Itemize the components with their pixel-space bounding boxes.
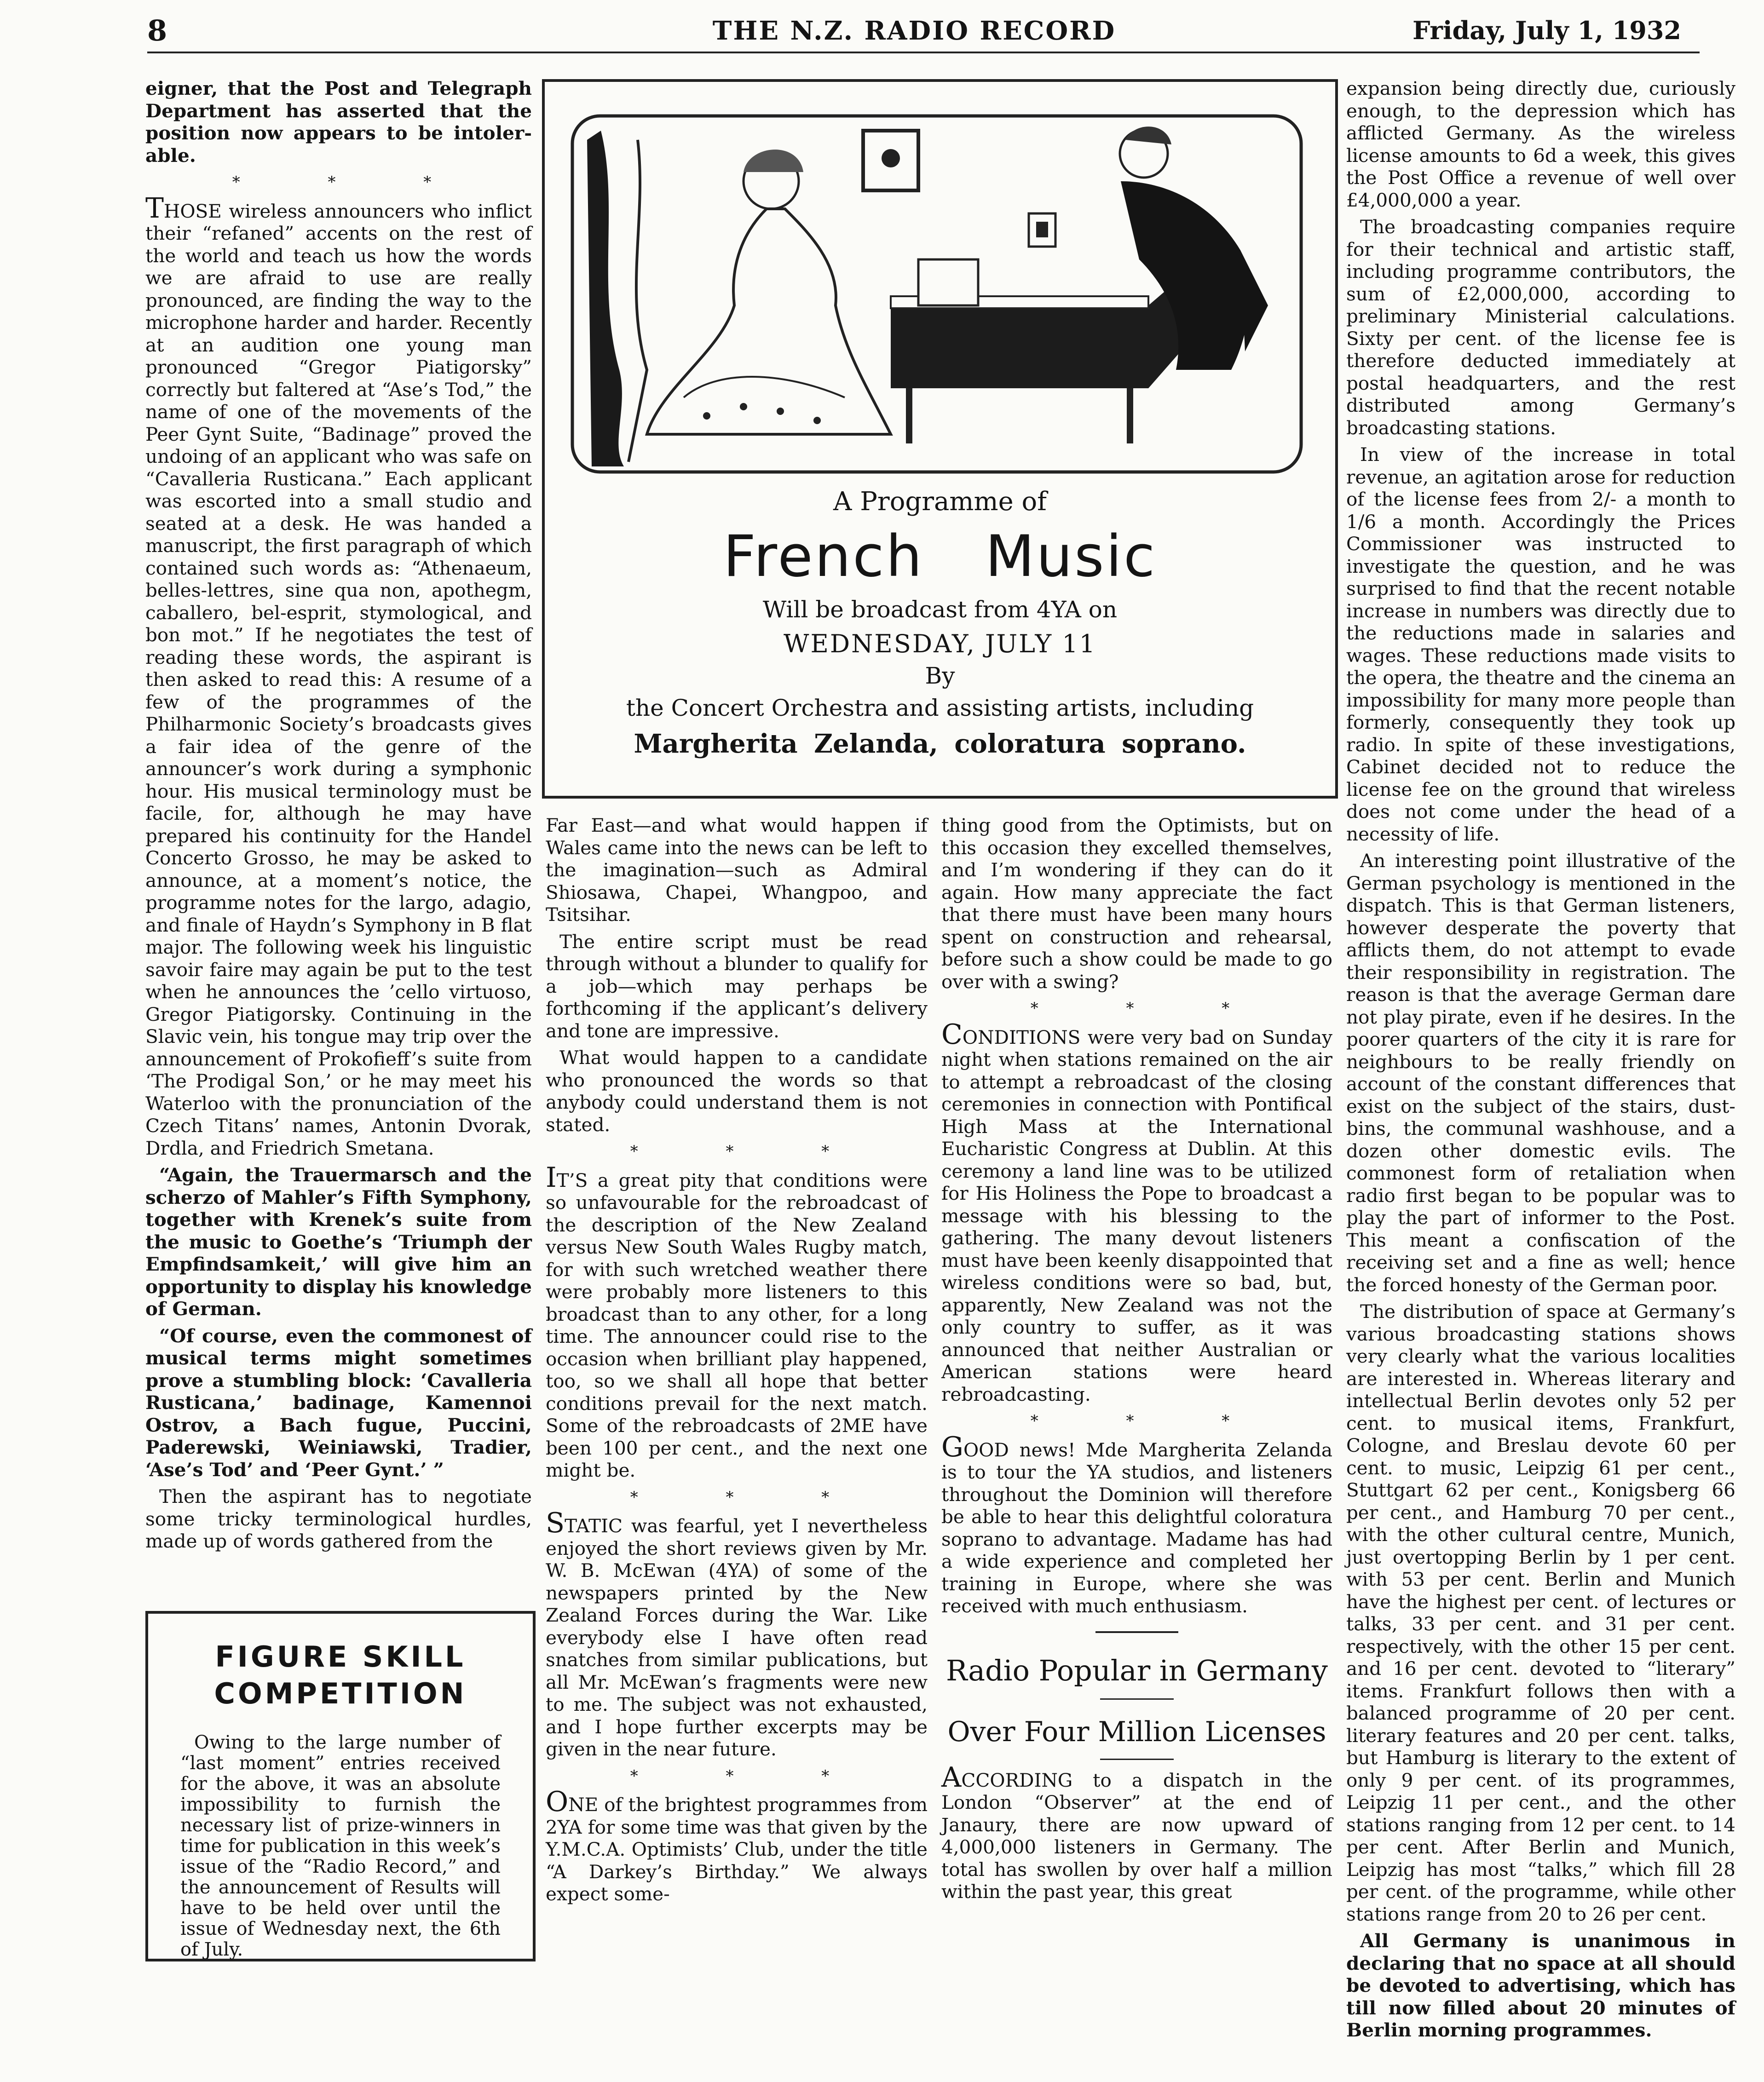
paragraph: Far East—and what would happen if Wales came into the news can be left to the imagination—such as Admiral Shiosawa, Chapei, Whangpoo, and Tsitsihar. bbox=[546, 814, 928, 926]
page-number: 8 bbox=[147, 14, 167, 47]
header-rule bbox=[147, 52, 1700, 53]
promo-date: WEDNESDAY, JULY 11 bbox=[783, 629, 1097, 658]
paragraph: The distribution of space at Germany’s various broadcasting stations shows very clearly what the various localities are interested in. Whereas literary and intellectual Berlin devotes only 52 per cent. to musical items, Frankfurt, Cologne, and Breslau devote 60 per cent. to music, Leipzig 61 per cent., Stuttgart 62 per cent., Konigsberg 66 per cent., and Hamburg 70 per cent., with the other cultural centre, Munich, just overtopping Berlin by 1 per cent. with 53 per cent. Berlin and Munich have the highest per cent. of lectures or talks, 33 per cent. and 31 per cent. respectively, with the other 15 per cent. and 16 per cent. devoted to “literary” items. Frankfurt follows then with a balanced programme of 20 per cent. literary features and 20 per cent. talks, but Hamburg is literary to the extent of only 9 per cent. of its programmes, Leipzig 11 per cent., and the other stations ranging from 12 per cent. to 14 per cent. After Berlin and Munich, Leipzig has most “talks,” which fill 28 per cent. of the programme, while other stations range from 20 to 26 per cent. bbox=[1346, 1300, 1735, 1925]
section-separator: * * * bbox=[1030, 1412, 1271, 1430]
piano-illustration bbox=[569, 112, 1305, 476]
section-separator: * * * bbox=[630, 1488, 871, 1507]
paragraph: CONDITIONS were very bad on Sunday night when stations remained on the air to attempt a rebroadcast of the closing ceremonies in connection with Pontifical High Mass at the International Eucharistic Congress at Dublin. At this ceremony a land line was to be utilized for His Holiness the Pope to broadcast a message with his blessing to the gathering. The many devout listeners must have been keenly disappointed that wireless conditions were so bad, but, apparently, New Zealand was not the only country to suffer, as it was announced that neither Australian or American stations were heard rebroadcasting. bbox=[941, 1018, 1332, 1405]
promo-title: French Music bbox=[723, 523, 1157, 590]
divider bbox=[1100, 1698, 1174, 1700]
section-separator: * * * bbox=[1030, 999, 1271, 1018]
paragraph: thing good from the Optimists, but on this occasion they excelled themselves, and I’m wondering if they can do it again. How many appreciate the fact that there must have been many hours spent on construction and rehearsal, before such a show could be made to go over with a swing? bbox=[941, 814, 1332, 993]
article-headline: Radio Popular in Germany bbox=[946, 1653, 1328, 1687]
column-3 bbox=[941, 814, 1332, 1908]
paragraph: ONE of the brightest programmes from 2YA for some time was that given by the Y.M.C.A. Optimists’ Club, under the title “A Darkey’s Birthday.” We always expect some- bbox=[546, 1786, 928, 1905]
promo-line: By bbox=[925, 662, 955, 689]
column-2 bbox=[546, 814, 928, 1910]
drop-cap: A bbox=[941, 1761, 962, 1794]
drop-cap: S bbox=[546, 1507, 565, 1539]
paragraph: “Of course, even the commonest of musical terms might sometimes prove a stumbling block: ‘Cavalleria Rusticana,’ badinage, Kamennoi Ostrov, a Bach fugue, Puccini, Paderewski, Weiniawski, Tradier, ‘Ase’s Tod’ and ‘Peer Gynt.’ ” bbox=[145, 1324, 532, 1481]
drop-cap: G bbox=[941, 1431, 963, 1463]
divider bbox=[1100, 1759, 1174, 1760]
promo-artist: Margherita Zelanda, coloratura soprano. bbox=[634, 729, 1246, 759]
paragraph: The broadcasting companies require for their technical and artistic staff, including programme contributors, the sum of £2,000,000, according to preliminary Ministerial calculations. Sixty per cent. of the license fee is therefore deducted immediately at postal headquarters, and the rest distributed among Germany’s broadcasting stations. bbox=[1346, 216, 1735, 439]
drop-cap: O bbox=[546, 1786, 569, 1818]
paragraph: expansion being directly due, curiously enough, to the depression which has afflicted Germany. As the wireless license amounts to 6d a week, this gives the Post Office a revenue of well over £4,000,000 a year. bbox=[1346, 77, 1735, 211]
promo-line: Will be broadcast from 4YA on bbox=[762, 596, 1118, 623]
drop-cap: T bbox=[145, 192, 164, 224]
column-1 bbox=[145, 77, 532, 1557]
paragraph: THOSE wireless announcers who inflict their “refaned” accents on the rest of the world and teach us how the words we are afraid to use are really pronounced, are finding the way to the microphone harder and harder. Recently at an audition one young man pronounced “Gregor Piatigorsky” correctly but faltered at “Ase’s Tod,” the name of one of the movements of the Peer Gynt Suite, “Badinage” proved the undoing of an applicant who was safe on “Cavalleria Rusticana.” Each applicant was escorted into a small studio and seated at a desk. He was handed a manuscript, the first paragraph of which contained such words as: “Athenaeum, belles-lettres, sine qua non, apothegm, caballero, bel-esprit, stymological, and bon mot.” If he negotiates the test of reading these words, the aspirant is then asked to read this: A resume of a few of the programmes of the Philharmonic Society’s broadcasts gives a fair idea of the genre of the announcer’s work during a symphonic hour. His musical terminology must be facile, for, although he may have prepared his continuity for the Handel Concerto Grosso, he may be asked to announce, at a moment’s notice, the programme notes for the largo, adagio, and finale of Haydn’s Symphony in B flat major. The following week his linguistic savoir faire may again be put to the test when he announces the ’cello virtuoso, Gregor Piatigorsky. Continuing in the Slavic vein, his tongue may trip over the announcement of Prokofieff’s suite from ‘The Prodigal Son,’ or he may meet his Waterloo with the pronunciation of the Czech Titans’ names, Antonin Dvorak, Drdla, and Friedrich Smetana. bbox=[145, 192, 532, 1159]
paragraph: All Germany is unanimous in declaring that no space at all should be devoted to advertising, which has till now filled about 20 minutes of Berlin morning programmes. bbox=[1346, 1930, 1735, 2041]
notice-body: Owing to the large number of “last moment” entries received for the above, it was an absolute impossibility to furnish the necessary list of prize-winners in time for publication in this week’s issue of the “Radio Record,” and the announcement of Results will have to be held over until the issue of Wednesday next, the 6th of July. bbox=[180, 1732, 501, 1960]
notice-heading: FIGURE SKILL bbox=[215, 1640, 466, 1674]
paragraph: In view of the increase in total revenue, an agitation arose for reduction of the license fees from 2/- a month to 1/6 a month. Accordingly the Prices Commissioner was instructed to investigate the question, and he was surprised to find that the recent notable increase in numbers was directly due to the reductions made in salaries and wages. These reductions made visits to the opera, the theatre and the cinema an impossibility for many more people than formerly, consequently they took up radio. In spite of these investigations, Cabinet decided not to reduce the license fee on the ground that wireless does not come under the head of a necessity of life. bbox=[1346, 443, 1736, 845]
page-header bbox=[147, 14, 1681, 55]
notice-heading: COMPETITION bbox=[214, 1677, 467, 1710]
paragraph: “Again, the Trauermarsch and the scherzo of Mahler’s Fifth Symphony, together with Krenek’s suite from the music to Goethe’s ‘Triumph der Empfindsamkeit,’ will give him an opportunity to display his knowledge of German. bbox=[145, 1164, 532, 1320]
french-music-promo bbox=[542, 79, 1338, 799]
paper-title: THE N.Z. RADIO RECORD bbox=[712, 16, 1116, 46]
continued-text: eigner, that the Post and Telegraph Department has asserted that the position now appears to be intoler-able. bbox=[145, 77, 532, 167]
figure-skill-notice bbox=[145, 1611, 536, 1961]
promo-line: A Programme of bbox=[833, 487, 1047, 517]
paragraph: An interesting point illustrative of the German psychology is mentioned in the dispatch. This is that German listeners, however desperate the poverty that afflicts them, do not attempt to evade their responsibility in registration. The reason is that the average German dare not play pirate, even if he desires. In the poorer quarters of the city it is rare for neighbours to be really friendly on account of the constant differences that exist on the subject of the stairs, dust-bins, the communal washhouse, and a dozen other domestic evils. The commonest form of retaliation when radio first began to be popular was to play the part of informer to the Post. This meant a confiscation of the receiving set and a fine as well; hence the forced honesty of the German poor. bbox=[1346, 850, 1735, 1296]
paragraph: The entire script must be read through without a blunder to qualify for a job—which may perhaps be forthcoming if the applicant’s delivery and tone are impressive. bbox=[546, 930, 928, 1042]
column-4 bbox=[1346, 77, 1735, 2046]
paragraph: ACCORDING to a dispatch in the London “Observer” at the end of Janaury, there are now upward of 4,000,000 listeners in Germany. The total has swollen by over half a million within the past year, this great bbox=[941, 1761, 1332, 1903]
divider bbox=[1095, 1631, 1178, 1633]
paragraph: Then the aspirant has to negotiate some tricky terminological hurdles, made up of words gathered from the bbox=[145, 1485, 532, 1552]
drop-cap: C bbox=[941, 1018, 963, 1051]
paragraph: What would happen to a candidate who pronounced the words so that anybody could understand them is not stated. bbox=[546, 1047, 928, 1136]
section-separator: * * * bbox=[630, 1766, 871, 1785]
article-subheading: Over Four Million Licenses bbox=[947, 1715, 1326, 1748]
drop-cap: I bbox=[546, 1161, 557, 1194]
paragraph: STATIC was fearful, yet I nevertheless enjoyed the short reviews given by Mr. W. B. McEwan (4YA) of some of the newspapers printed by the New Zealand Forces during the War. Like everybody else I have often read snatches from similar publications, but all Mr. McEwan’s fragments were new to me. The subject was not exhausted, and I hope further excerpts may be given in the near future. bbox=[546, 1507, 928, 1760]
issue-date: Friday, July 1, 1932 bbox=[1412, 16, 1681, 45]
section-separator: * * * bbox=[232, 173, 473, 191]
paragraph: GOOD news! Mde Margherita Zelanda is to tour the YA studios, and listeners throughout the Dominion will therefore be able to hear this delightful coloratura soprano to advantage. Madame has had a wide experience and completed her training in Europe, where she was received with much enthusiasm. bbox=[941, 1431, 1332, 1617]
promo-line: the Concert Orchestra and assisting artists, including bbox=[626, 695, 1254, 721]
paragraph: IT’S a great pity that conditions were so unfavourable for the rebroadcast of the description of the New Zealand versus New South Wales Rugby match, for with such wretched weather there were probably more listeners to this broadcast than to any other, for a long time. The announcer could rise to the occasion when brilliant play happened, too, so we shall all hope that better conditions prevail for the next match. Some of the rebroadcasts of 2ME have been 100 per cent., and the next one might be. bbox=[546, 1161, 928, 1481]
section-separator: * * * bbox=[630, 1142, 871, 1161]
